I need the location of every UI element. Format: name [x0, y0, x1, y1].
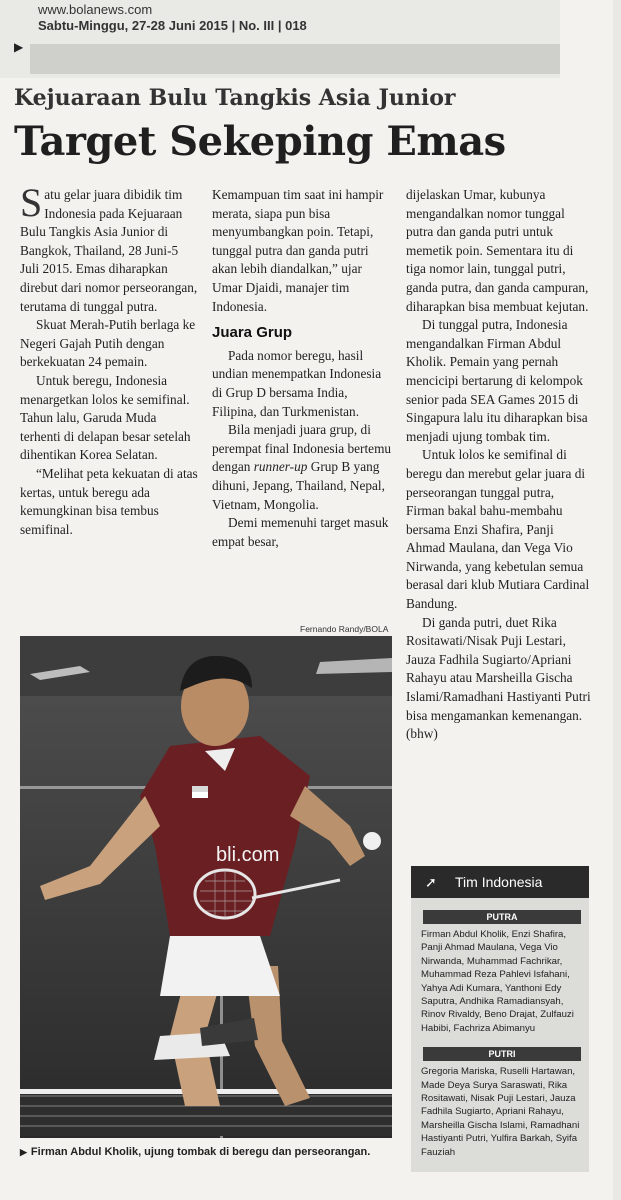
- player-illustration: [20, 636, 392, 1138]
- putra-names: Firman Abdul Kholik, Enzi Shafira, Panji Ahmad Maulana, Vega Vio Nirwanda, Muhammad Fachrikar, Muhammad Reza Pahlevi Isfahani, Yahya Adi Kumara, Yanthoni Edy Saputra, Andhika Ramadiansyah, Rinov Rivaldy, Beno Drajat, Zulfauzi Habibi, Fachriza Abimanyu: [421, 929, 574, 1034]
- section-subhead: Juara Grup: [212, 324, 293, 342]
- caption-text: Firman Abdul Kholik, ujung tombak di beregu dan perseorangan.: [30, 1146, 371, 1158]
- putri-names: Gregoria Mariska, Ruselli Hartawan, Made Deya Surya Saraswati, Rika Rositawati, Nisak Puji Lestari, Jauza Fadhila Sugiarto, Apriani Rahayu, Marsheilla Gischa Islami, Ramadhani Hastiyanti Putri, Yulfira Barkah, Syifa Fauziah: [421, 1066, 580, 1158]
- dateline: Sabtu-Minggu, 27-28 Juni 2015 | No. III | 018: [38, 18, 307, 33]
- team-roster-box: [411, 866, 589, 1172]
- page-edge: [613, 0, 621, 1200]
- paragraph: Pada nomor beregu, hasil undian menempatkan Indonesia di Grup D bersama India, Filipina, dan Turkmenistan.: [212, 347, 382, 419]
- italic-term: runner-up: [253, 459, 308, 475]
- paragraph: [20, 180, 198, 316]
- paragraph: “Melihat peta kekuatan di atas kertas, untuk beregu ada kemungkinan bisa tembus semifinal.: [20, 465, 198, 537]
- paragraph: Untuk beregu, Indonesia menargetkan lolos ke semifinal. Tahun lalu, Garuda Muda terhenti di delapan besar setelah dihentikan Korea Selatan.: [20, 372, 191, 463]
- photo-caption: [20, 1144, 400, 1161]
- paragraph: Di ganda putri, duet Rika Rositawati/Nisak Puji Lestari, Jauza Fadhila Sugiarto/Apriani Rahayu atau Marsheilla Gischa Islami/Ramadhani Hastiyanti Putri bisa mengamankan kemenangan. (bhw): [406, 614, 591, 742]
- shirt-logo: bli.com: [216, 844, 280, 866]
- roster-title-bar: [411, 866, 589, 898]
- photo-credit: Fernando Randy/BOLA: [300, 624, 389, 634]
- paragraph: Di tunggal putra, Indonesia mengandalkan Firman Abdul Kholik. Pemain yang pernah mencicipi bertarung di kelompok senior pada SEA Games 2015 di Singapura lalu itu diharapkan bisa menjadi ujung tombak tim.: [406, 317, 588, 444]
- paragraph-text: Grup B yang dihuni, Jepang, Thailand, Nepal, Vietnam, Mongolia.: [212, 459, 385, 512]
- triangle-icon: ▶: [20, 1147, 27, 1157]
- arrow-icon: ▶: [14, 40, 24, 54]
- article-headline: Target Sekeping Emas: [14, 118, 506, 165]
- arrow-up-right-icon: ➚: [425, 874, 437, 890]
- paragraph-text: atu gelar juara dibidik tim Indonesia pada Kejuaraan Bulu Tangkis Asia Junior di Bangkok, Thailand, 28 Juni-5 Juli 2015. Emas diharapkan direbut dari nomor perseorangan, terutama di tunggal putra.: [20, 187, 198, 314]
- roster-title: Tim Indonesia: [455, 874, 543, 890]
- paragraph: Untuk lolos ke semifinal di beregu dan merebut gelar juara di perseorangan tunggal putra, Firman bakal bahu-membahu bersama Enzi Shafira, Panji Ahmad Maulana, dan Vega Vio Nirwanda, yang kebetulan semua berasal dari klub Mutiara Cardinal Bandung.: [406, 447, 590, 612]
- paragraph: Kemampuan tim saat ini hampir merata, siapa pun bisa menyumbangkan poin. Tetapi, tunggal putra dan ganda putri akan lebih diandalkan,” ujar Umar Djaidi, manajer tim Indonesia.: [212, 187, 384, 314]
- page-header: [0, 0, 560, 78]
- article-column-2: [212, 186, 392, 551]
- putra-section-label: PUTRA: [423, 910, 581, 924]
- paragraph: dijelaskan Umar, kubunya mengandalkan nomor tunggal putra dan ganda putri untuk memetik poin. Sementara itu di tiga nomor lain, tunggal putri, ganda putra, dan ganda campuran, diharapkan bisa membuat kejutan.: [406, 187, 589, 314]
- paragraph: [212, 421, 392, 514]
- article-column-3: [406, 186, 592, 744]
- site-url: www.bolanews.com: [38, 2, 153, 17]
- putri-section-label: PUTRI: [423, 1047, 581, 1061]
- paragraph: Demi memenuhi target masuk empat besar,: [212, 515, 389, 549]
- article-column-1: [20, 180, 198, 539]
- header-band: [30, 44, 560, 74]
- paragraph-text: Bila menjadi juara grup, di perempat final Indonesia bertemu dengan: [212, 422, 392, 475]
- paragraph: Skuat Merah-Putih berlaga ke Negeri Gajah Putih dengan berkekuatan 24 pemain.: [20, 317, 196, 370]
- article-kicker: Kejuaraan Bulu Tangkis Asia Junior: [14, 85, 456, 111]
- drop-cap: S: [20, 180, 43, 225]
- player-photo: [20, 636, 392, 1138]
